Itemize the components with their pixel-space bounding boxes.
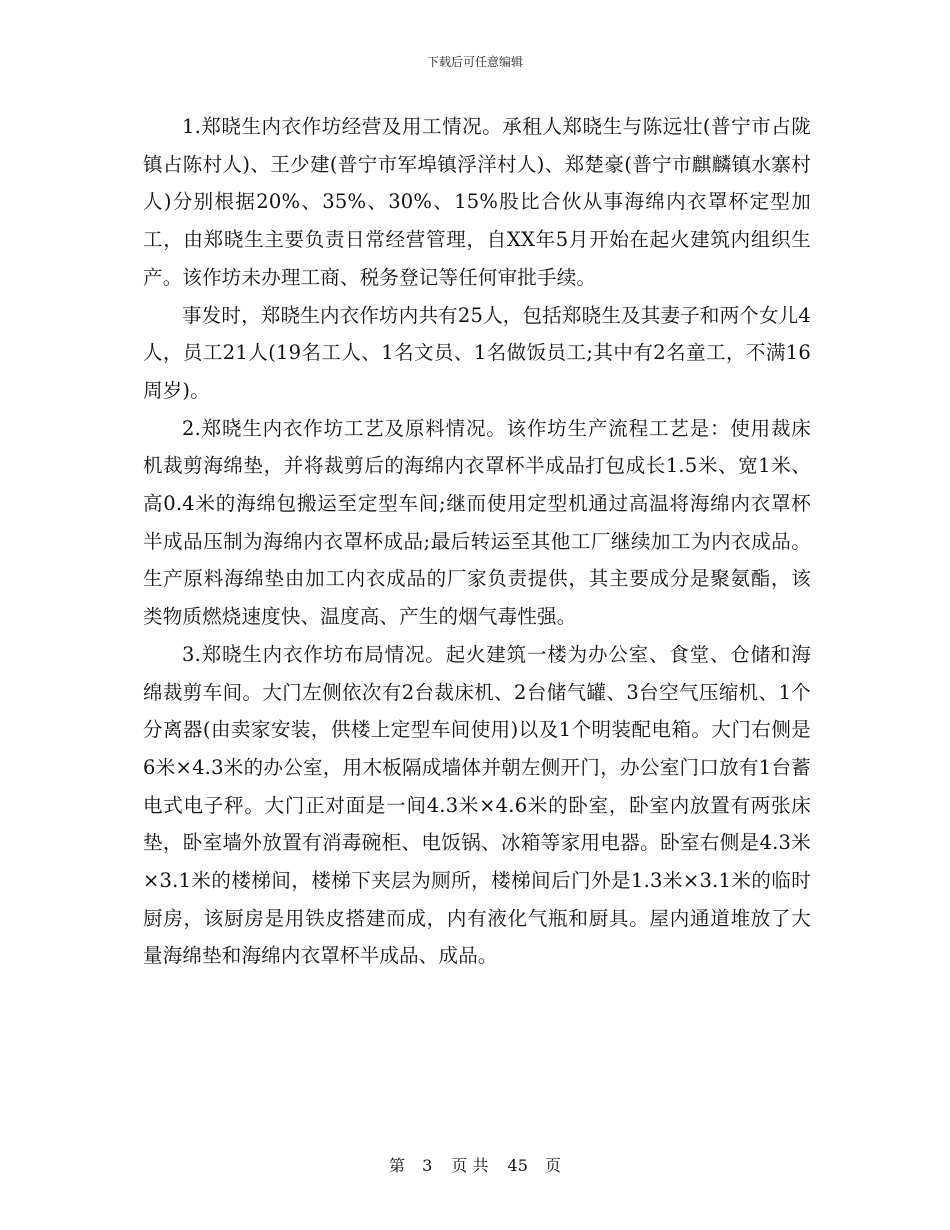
page-header-note: 下载后可任意编辑 — [426, 55, 523, 69]
paragraph-process-and-materials: 2.郑晓生内衣作坊工艺及原料情况。该作坊生产流程工艺是：使用裁床机裁剪海绵垫，并将裁剪后的海绵内衣罩杯半成品打包成长1.5米、宽1米、高0.4米的海绵包搬运至定型车间;继而使用定型机通过高温将海绵内衣罩杯半成品压制为海绵内衣罩杯成品;最后转运至其他工厂继续加工为内衣成品。生产原料海绵垫由加工内衣成品的厂家负责提供，其主要成分是聚氨酯，该类物质燃烧速度快、温度高、产生的烟气毒性强。 — [143, 416, 811, 629]
document-body — [143, 108, 811, 975]
footer-page-number: 3 — [422, 1156, 433, 1175]
paragraph-layout: 3.郑晓生内衣作坊布局情况。起火建筑一楼为办公室、食堂、仓储和海绵裁剪车间。大门左侧依次有2台裁床机、2台储气罐、3台空气压缩机、1个分离器(由卖家安装，供楼上定型车间使用)以及1个明装配电箱。大门右侧是6米×4.3米的办公室，用木板隔成墙体并朝左侧开门，办公室门口放有1台蓄电式电子秤。大门正对面是一间4.3米×4.6米的卧室，卧室内放置有两张床垫，卧室墙外放置有消毒碗柜、电饭锅、冰箱等家用电器。卧室右侧是4.3米×3.1米的楼梯间，楼梯下夹层为厕所，楼梯间后门外是1.3米×3.1米的临时厨房，该厨房是用铁皮搭建而成，内有液化气瓶和厨具。屋内通道堆放了大量海绵垫和海绵内衣罩杯半成品、成品。 — [143, 642, 811, 968]
paragraph-operations-and-staffing: 1.郑晓生内衣作坊经营及用工情况。承租人郑晓生与陈远壮(普宁市占陇镇占陈村人)、王少建(普宁市军埠镇浮洋村人)、郑楚豪(普宁市麒麟镇水寨村人)分别根据20%、35%、30%、15%股比合伙从事海绵内衣罩杯定型加工，由郑晓生主要负责日常经营管理，自XX年5月开始在起火建筑内组织生产。该作坊未办理工商、税务登记等任何审批手续。 — [143, 115, 811, 289]
footer-prefix: 第 — [388, 1156, 405, 1175]
footer-middle: 页 共 — [451, 1156, 489, 1175]
paragraph-headcount: 事发时，郑晓生内衣作坊内共有25人，包括郑晓生及其妻子和两个女儿4人，员工21人(19名工人、1名文员、1名做饭员工;其中有2名童工，不满16周岁)。 — [143, 303, 811, 402]
footer-total-pages: 45 — [507, 1156, 528, 1175]
footer-suffix: 页 — [545, 1156, 562, 1175]
page-footer — [0, 1156, 950, 1176]
